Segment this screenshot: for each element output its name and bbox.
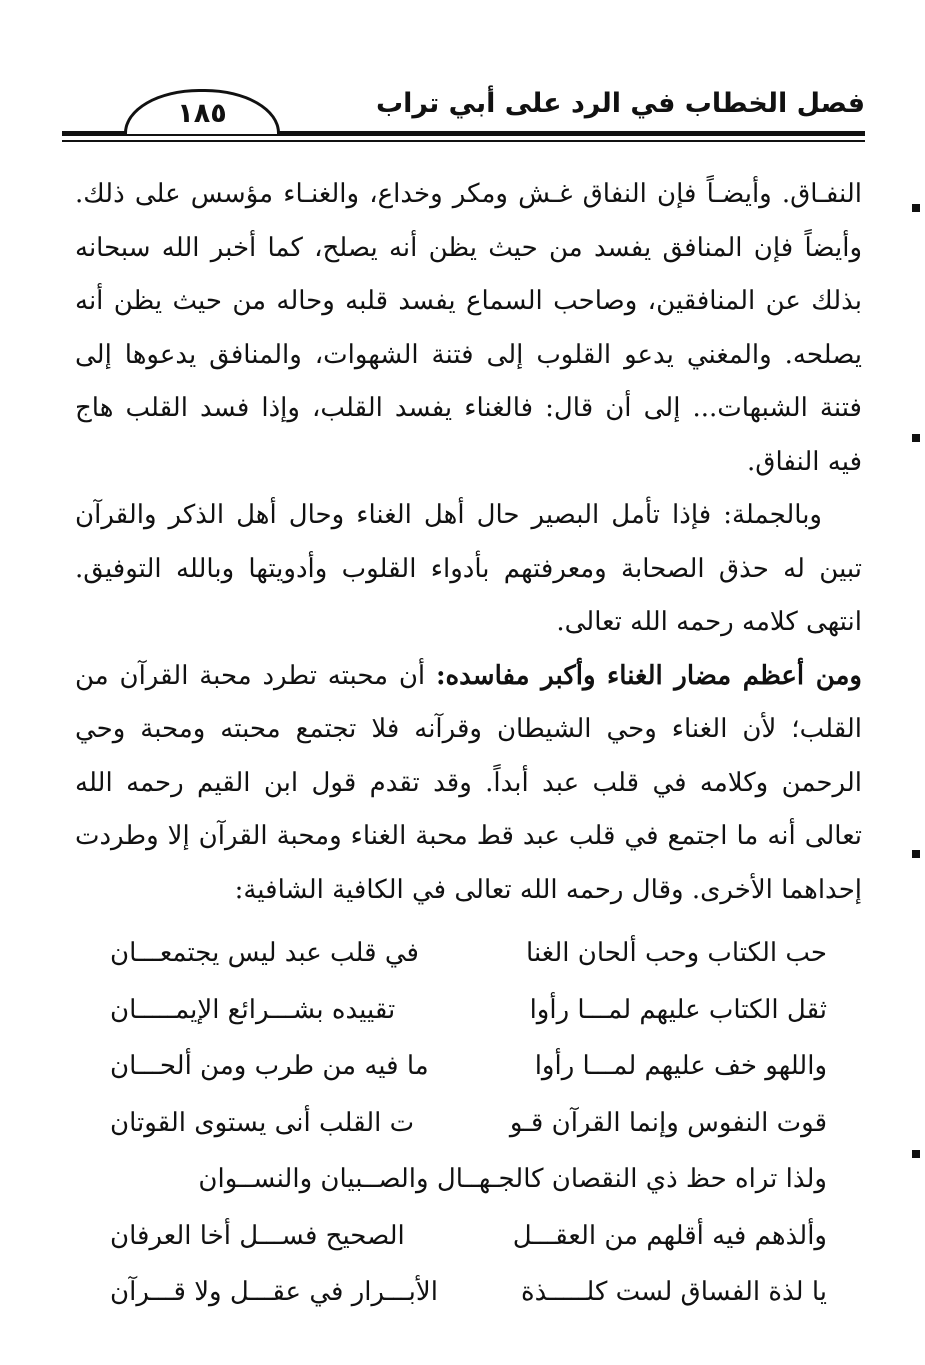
verse-7-first-hemistich: يا لذة الفساق لست كلـــــذة (521, 1277, 827, 1308)
verse-2-first-hemistich: ثقل الكتاب عليهم لمـــا رأوا (529, 994, 827, 1025)
verse-7 (110, 1264, 827, 1321)
page-header (62, 88, 865, 148)
verse-1-second-hemistich: في قلب عبد ليس يجتمعـــان (110, 938, 419, 969)
verse-2 (110, 982, 827, 1039)
header-rule-thin (62, 140, 865, 142)
verse-4 (110, 1095, 827, 1152)
verse-4-second-hemistich: ت القلب أنى يستوى القوتان (110, 1107, 415, 1138)
paragraph-3 (75, 650, 862, 918)
verse-7-second-hemistich: الأبـــرار في عقـــل ولا قـــرآن (110, 1277, 438, 1308)
paragraph-2: وبالجملة: فإذا تأمل البصير حال أهل الغناء وحال أهل الذكر والقرآن تبين له حذق الصحابة ومعرفتهم بأدواء القلوب وأدويتها وبالله التوفيق. انتهى كلامه رحمه الله تعالى. (75, 500, 862, 637)
verse-6-second-hemistich: الصحيح فســـل أخا العرفان (110, 1220, 405, 1251)
paragraph-3-lead: ومن أعظم مضار الغناء وأكبر مفاسده: (435, 660, 862, 691)
page-number: ١٨٥ (124, 89, 280, 134)
verse-5-line: ولذا تراه حظ ذي النقصان كالجـهــال والصــبيان والنســوان (198, 1164, 827, 1195)
paragraph-1: النفـاق. وأيضـاً فإن النفاق غـش ومكر وخداع، والغنـاء مؤسس على ذلك. وأيضاً فإن المنافق يفسد من حيث يظن أنه يصلح، كما أخبر الله سبحانه بذلك عن المنافقين، وصاحب السماع يفسد قلبه وحاله من حيث يظن أنه يصلحه. والمغني يدعو القلوب إلى فتنة الشهوات، والمنافق يدعوها إلى فتنة الشبهات... إلى أن قال: فالغناء يفسد القلب، وإذا فسد القلب هاج فيه النفاق. (75, 179, 862, 477)
verse-5 (110, 1151, 827, 1208)
verse-1-first-hemistich: حب الكتاب وحب ألحان الغنا (526, 938, 827, 969)
paragraph-3-text: أن محبته تطرد محبة القرآن من القلب؛ لأن الغناء وحي الشيطان وقرآنه فلا تجتمع محبته ومحبة وحي الرحمن وكلامه في قلب عبد أبداً. وقد تقدم قول ابن القيم رحمه الله تعالى أنه ما اجتمع في قلب عبد قط محبة الغناء ومحبة القرآن إلا وطردت إحداهما الأخرى. وقال رحمه الله تعالى في الكافية الشافية: (75, 660, 862, 905)
running-title: فصل الخطاب في الرد على أبي تراب (375, 88, 865, 119)
verse-6-first-hemistich: وألذهم فيه أقلهم من العقـــل (512, 1220, 827, 1251)
verse-1 (110, 925, 827, 982)
verse-3-second-hemistich: ما فيه من طرب ومن ألحـــان (110, 1051, 429, 1082)
poem (110, 925, 827, 1321)
body-text (75, 168, 862, 917)
margin-mark (912, 850, 920, 858)
margin-mark (912, 1150, 920, 1158)
verse-3-first-hemistich: واللهو خف عليهم لمـــا رأوا (534, 1051, 827, 1082)
verse-6 (110, 1208, 827, 1265)
margin-mark (912, 204, 920, 212)
verse-4-first-hemistich: قوت النفوس وإنما القرآن قـو (509, 1107, 827, 1138)
verse-3 (110, 1038, 827, 1095)
margin-mark (912, 434, 920, 442)
verse-2-second-hemistich: تقييده بشـــرائع الإيمـــــان (110, 994, 396, 1025)
